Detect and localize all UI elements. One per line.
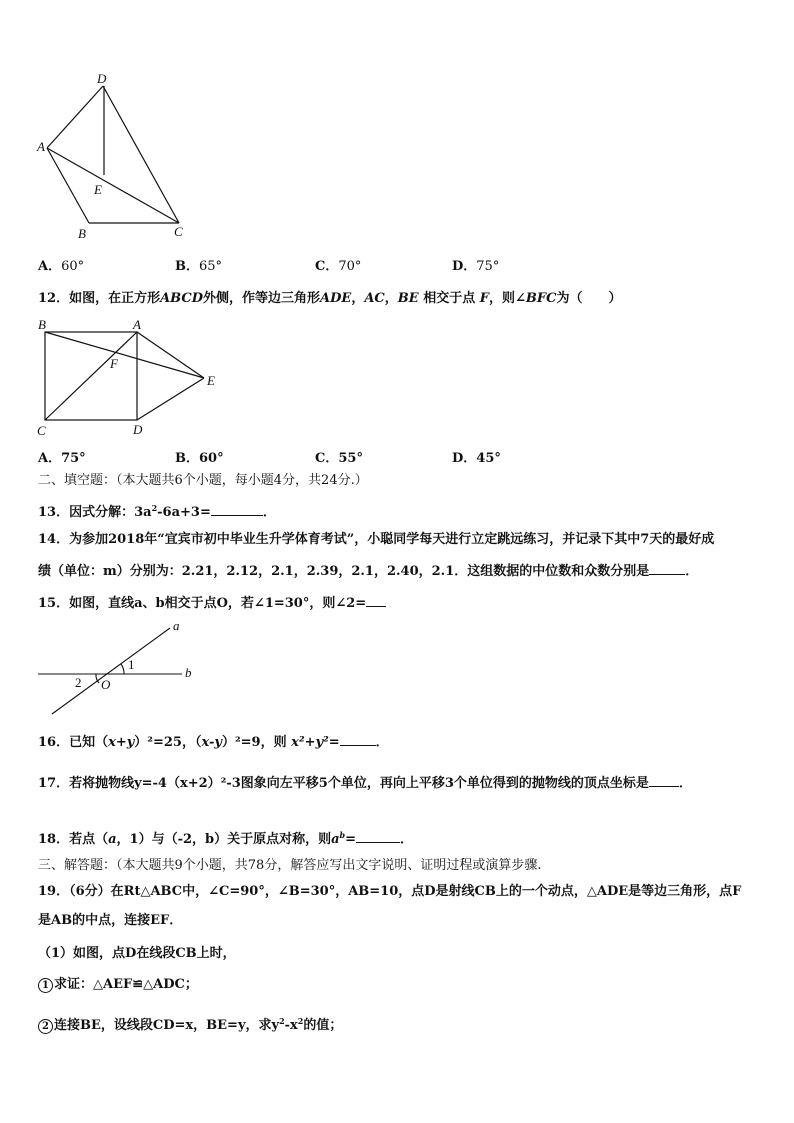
segment-ae <box>137 332 204 378</box>
q12-option-c[interactable]: C．55° <box>315 451 363 466</box>
q12-option-b[interactable]: B．60° <box>175 451 224 466</box>
q18-stem: 18．若点（a，1）与（-2，b）关于原点对称，则$a^b=$ ． <box>38 830 414 847</box>
q14-stem-line1: 14．为参加2018年“宜宾市初中毕业生升学体育考试”，小聪同学每天进行立定跳远练习，并记录下其中7天的最好成 <box>38 532 715 547</box>
q15-stem: 15．如图，直线a、b相交于点O，若∠1=30°，则∠2= <box>38 594 386 613</box>
q14-answer-blank[interactable] <box>649 562 685 575</box>
q16-stem: 16．已知（x+y）²=25，（x-y）²=9，则 x²+y²= ． <box>38 735 389 750</box>
section-fill-in-header: 二、填空题：（本大题共6个小题，每小题4分，共24分.） <box>38 473 368 488</box>
q19-stem-line1: 19．（6分）在Rt△ABC中，∠C=90°，∠B=30°，AB=10，点D是射线CB上的一个动点，△ADE是等边三角形，点F <box>38 884 742 899</box>
q19-subpart-2: 2 连接BE，设线段CD=x，BE=y，求$y^2-x^2$的值； <box>38 1012 342 1035</box>
angle-1-arc <box>121 664 124 674</box>
q17-answer-blank[interactable] <box>649 774 679 787</box>
q12-figure <box>30 315 230 440</box>
q12-stem: 12．如图，在正方形ABCD外侧，作等边三角形ADE，AC，BE 相交于点 F，则∠BFC为（ ） <box>38 291 622 306</box>
q12-option-d[interactable]: D．45° <box>452 451 501 466</box>
line-a <box>52 628 170 714</box>
q11-option-c[interactable]: C．70° <box>315 259 362 274</box>
segment-ac <box>47 148 179 223</box>
label-d: D <box>97 72 107 86</box>
label-b: B <box>78 226 86 241</box>
label-a: A <box>133 317 141 332</box>
q13-stem: 13．因式分解：$3a^2-6a+3=$ ． <box>38 503 276 520</box>
segment-da <box>47 86 103 148</box>
label-f: F <box>110 356 118 371</box>
q13-answer-blank[interactable] <box>211 503 263 516</box>
segment-be <box>45 332 204 378</box>
q11-figure <box>30 72 200 242</box>
q19-subpart-1: 1 求证：△AEF≌△ADC； <box>38 976 198 994</box>
q17-stem: 17．若将抛物线y=-4（x+2）²-3图象向左平移5个单位，再向上平移3个单位得到的抛物线的顶点坐标是 ． <box>38 776 692 791</box>
label-e: E <box>94 182 102 197</box>
label-angle-2: 2 <box>75 675 82 690</box>
label-c: C <box>174 224 183 239</box>
label-b: B <box>38 317 46 332</box>
label-a: a <box>173 618 180 633</box>
q16-answer-blank[interactable] <box>340 733 376 746</box>
q11-option-b[interactable]: B．65° <box>175 259 223 274</box>
q14-stem-line2: 绩（单位：m）分别为：2.21，2.12，2.1，2.39，2.1，2.40，2.1．这组数据的中位数和众数分别是 ． <box>38 564 699 579</box>
label-c: C <box>37 423 46 438</box>
q12-option-a[interactable]: A．75° <box>38 451 86 466</box>
q18-answer-blank[interactable] <box>356 830 400 843</box>
q15-figure <box>30 615 210 720</box>
q11-option-a[interactable]: A．60° <box>38 259 85 274</box>
segment-de <box>137 378 204 420</box>
segment-dc <box>103 86 179 223</box>
q19-stem-line2: 是AB的中点，连接EF． <box>38 913 183 928</box>
label-angle-1: 1 <box>128 657 135 672</box>
label-a: A <box>37 139 45 154</box>
circled-number-2: 2 <box>38 1019 53 1034</box>
q15-answer-blank[interactable] <box>366 594 386 607</box>
circled-number-1: 1 <box>38 978 53 993</box>
label-o: O <box>101 677 111 692</box>
label-d: D <box>133 422 143 437</box>
label-b: b <box>185 665 192 680</box>
q11-option-d[interactable]: D．75° <box>452 259 500 274</box>
section-solve-header: 三、解答题：（本大题共9个小题，共78分，解答应写出文字说明、证明过程或演算步骤. <box>38 858 542 873</box>
label-e: E <box>207 373 215 388</box>
q19-part1: （1）如图，点D在线段CB上时， <box>38 946 236 961</box>
